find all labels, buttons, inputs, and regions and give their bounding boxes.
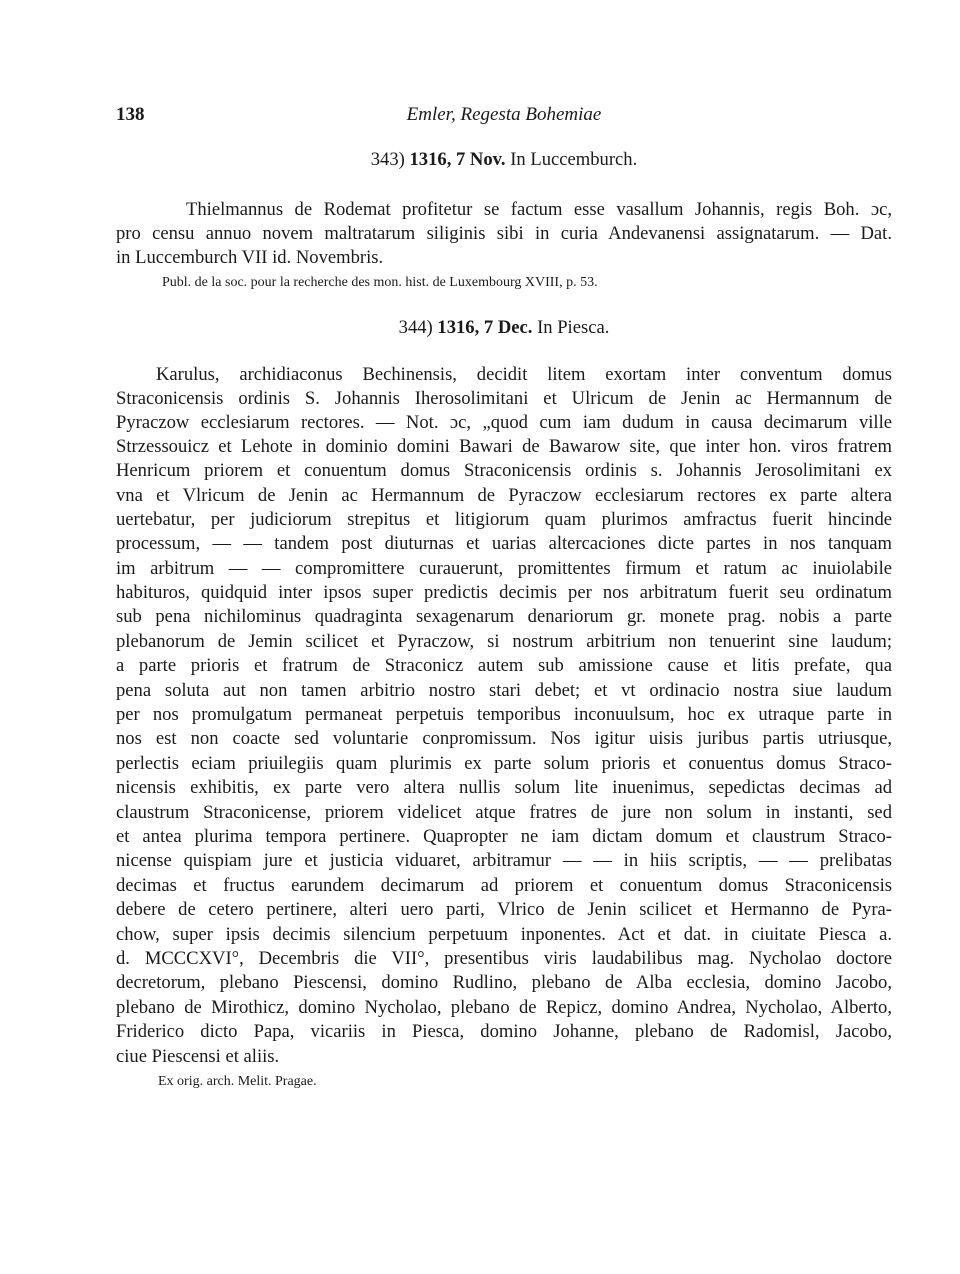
text-line: Thielmannus de Rodemat profitetur se factum esse vasallum Johannis, regis Boh. ɔc, xyxy=(186,199,892,220)
text-line: Karulus, archidiaconus Bechinensis, decidit litem exortam inter conventum domus xyxy=(156,364,892,385)
text-line: claustrum Straconicense, priorem videlicet atque fratres de jure non solum in instanti, sed xyxy=(116,802,892,823)
text-line: debere de cetero pertinere, alteri uero parti, Vlrico de Jenin scilicet et Hermanno de Pyra- xyxy=(116,899,892,920)
text-line: ciue Piescensi et aliis. xyxy=(116,1046,280,1067)
text-line: Henricum priorem et conuentum domus Straconicensis ordinis s. Johannis Jerosolimitani ex xyxy=(116,460,892,481)
text-line: plebano de Mirothicz, domino Nycholao, plebano de Repicz, domino Andrea, Nycholao, Alberto, xyxy=(116,997,892,1018)
page-number: 138 xyxy=(116,104,145,125)
text-line: sub pena nichilominus quadraginta sexagenarum denariorum gr. monete prag. nobis a parte xyxy=(116,606,892,627)
text-line: Straconicensis ordinis S. Johannis Iherosolimitani et Ulricum de Jenin ac Hermannum de xyxy=(116,388,892,409)
entry-date: 1316, 7 Nov. xyxy=(409,149,506,170)
text-line: nicensis exhibitis, ex parte vero altera nullis solum lite inuenimus, sepedictas decimas ad xyxy=(116,777,892,798)
text-line: decretorum, plebano Piescensi, domino Rudlino, plebano de Alba ecclesia, domino Jacobo, xyxy=(116,972,892,993)
source-note: Publ. de la soc. pour la recherche des mon. hist. de Luxembourg XVIII, p. 53. xyxy=(162,275,598,290)
entry-number: 344) xyxy=(398,317,433,338)
text-line: pena soluta aut non tamen arbitrio nostro stari debet; et vt ordinacio nostra siue laudum xyxy=(116,680,892,701)
text-line: vna et Vlricum de Jenin ac Hermannum de Pyraczow ecclesiarum rectores ex parte altera xyxy=(116,485,892,506)
text-line: d. MCCCXVI°, Decembris die VII°, presentibus viris laudabilibus mag. Nycholao doctore xyxy=(116,948,892,969)
page-header xyxy=(116,104,892,134)
text-line: Strzessouicz et Lehote in dominio domini Bawari de Bawarow site, que inter hon. viros fratrem xyxy=(116,436,892,457)
text-line: Pyraczow ecclesiarum rectores. — Not. ɔc, „quod cum iam dudum in causa decimarum ville xyxy=(116,412,892,433)
entry-place: In Luccemburch. xyxy=(510,149,638,170)
text-line: processum, — — tandem post diuturnas et uarias altercaciones dicte partes in nos tanquam xyxy=(116,533,892,554)
entry-heading xyxy=(116,147,892,172)
text-line: uertebatur, per judiciorum strepitus et litigiorum quam plurimos amfractus fuerit hincinde xyxy=(116,509,892,530)
text-line: Friderico dicto Papa, vicariis in Piesca, domino Johanne, plebano de Radomisl, Jacobo, xyxy=(116,1021,892,1042)
text-line: chow, super ipsis decimis silencium perpetuum inponentes. Act et dat. in ciuitate Piesca a. xyxy=(116,924,892,945)
text-line: im arbitrum — — compromittere curauerunt, promittentes firmum et ratum ac inuiolabile xyxy=(116,558,892,579)
running-title: Emler, Regesta Bohemiae xyxy=(406,104,602,125)
text-line: et antea plurima tempora pertinere. Quapropter ne iam dictam domum et claustrum Straco- xyxy=(116,826,892,847)
text-line: in Luccemburch VII id. Novembris. xyxy=(116,247,384,268)
text-line: nicense quispiam jure et justicia viduaret, arbitramur — — in hiis scriptis, — — prelibatas xyxy=(116,850,892,871)
source-note: Ex orig. arch. Melit. Pragae. xyxy=(158,1074,317,1089)
entry-number: 343) xyxy=(370,149,405,170)
text-line: decimas et fructus earundem decimarum ad priorem et conuentum domus Straconicensis xyxy=(116,875,892,896)
text-line: plebanorum de Jemin scilicet et Pyraczow, si nostrum arbitrium non tenuerint sine laudum; xyxy=(116,631,892,652)
text-line: habituros, quidquid inter ipsos super predictis decimis per nos arbitratum fuerit seu ordinatum xyxy=(116,582,892,603)
text-line: a parte prioris et fratrum de Straconicz autem sub amissione cause et litis prefate, qua xyxy=(116,655,892,676)
text-line: perlectis eciam priuilegiis quam plurimis ex parte solum prioris et conuentus domus Straco- xyxy=(116,753,892,774)
text-line: nos est non coacte sed voluntarie conpromissum. Nos igitur uisis juribus partis utriusque, xyxy=(116,728,892,749)
text-line: per nos promulgatum permaneat perpetuis temporibus inconuulsum, hoc ex utraque parte in xyxy=(116,704,892,725)
entry-date: 1316, 7 Dec. xyxy=(437,317,533,338)
entry-heading xyxy=(116,315,892,340)
entry-place: In Piesca. xyxy=(537,317,610,338)
text-line: pro censu annuo novem maltratarum siliginis sibi in curia Andevanensi assignatarum. — Dat. xyxy=(116,223,892,244)
